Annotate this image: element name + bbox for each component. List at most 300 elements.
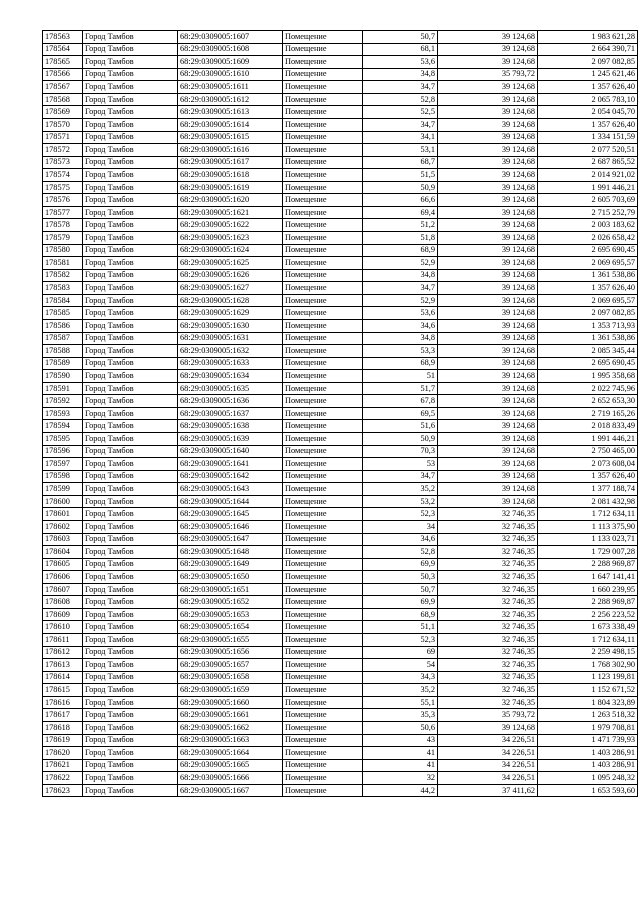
area-cell: 52,8 — [363, 93, 438, 106]
table-row — [43, 433, 638, 446]
unit-price-cell: 32 746,35 — [438, 583, 538, 596]
object-type-cell: Помещение — [283, 194, 363, 207]
total-value-cell: 1 357 626,40 — [538, 118, 638, 131]
table-row — [43, 407, 638, 420]
area-cell: 52,9 — [363, 294, 438, 307]
city-cell: Город Тамбов — [83, 433, 178, 446]
row-number-cell: 178613 — [43, 659, 83, 672]
area-cell: 34,6 — [363, 319, 438, 332]
object-type-cell: Помещение — [283, 470, 363, 483]
unit-price-cell: 39 124,68 — [438, 407, 538, 420]
cadastral-number-cell: 68:29:0309005:1663 — [178, 734, 283, 747]
unit-price-cell: 39 124,68 — [438, 156, 538, 169]
unit-price-cell: 39 124,68 — [438, 458, 538, 471]
row-number-cell: 178622 — [43, 772, 83, 785]
area-cell: 52,9 — [363, 257, 438, 270]
object-type-cell: Помещение — [283, 533, 363, 546]
total-value-cell: 1 123 199,81 — [538, 671, 638, 684]
area-cell: 34,7 — [363, 81, 438, 94]
object-type-cell: Помещение — [283, 232, 363, 245]
table-row — [43, 546, 638, 559]
unit-price-cell: 32 746,35 — [438, 508, 538, 521]
object-type-cell: Помещение — [283, 106, 363, 119]
area-cell: 69,9 — [363, 558, 438, 571]
area-cell: 51,5 — [363, 169, 438, 182]
city-cell: Город Тамбов — [83, 671, 178, 684]
unit-price-cell: 39 124,68 — [438, 269, 538, 282]
total-value-cell: 2 605 703,69 — [538, 194, 638, 207]
table-row — [43, 520, 638, 533]
object-type-cell: Помещение — [283, 458, 363, 471]
cadastral-number-cell: 68:29:0309005:1637 — [178, 407, 283, 420]
object-type-cell: Помещение — [283, 747, 363, 760]
row-number-cell: 178604 — [43, 546, 83, 559]
object-type-cell: Помещение — [283, 407, 363, 420]
row-number-cell: 178615 — [43, 684, 83, 697]
table-row — [43, 43, 638, 56]
unit-price-cell: 32 746,35 — [438, 684, 538, 697]
table-row — [43, 583, 638, 596]
total-value-cell: 2 097 082,85 — [538, 56, 638, 69]
area-cell: 35,3 — [363, 709, 438, 722]
total-value-cell: 2 014 921,02 — [538, 169, 638, 182]
row-number-cell: 178605 — [43, 558, 83, 571]
total-value-cell: 2 719 165,26 — [538, 407, 638, 420]
table-row — [43, 671, 638, 684]
row-number-cell: 178598 — [43, 470, 83, 483]
unit-price-cell: 39 124,68 — [438, 118, 538, 131]
area-cell: 34 — [363, 520, 438, 533]
table-row — [43, 169, 638, 182]
city-cell: Город Тамбов — [83, 583, 178, 596]
city-cell: Город Тамбов — [83, 784, 178, 797]
object-type-cell: Помещение — [283, 621, 363, 634]
row-number-cell: 178576 — [43, 194, 83, 207]
area-cell: 55,1 — [363, 696, 438, 709]
cadastral-number-cell: 68:29:0309005:1633 — [178, 357, 283, 370]
unit-price-cell: 39 124,68 — [438, 244, 538, 257]
table-row — [43, 533, 638, 546]
city-cell: Город Тамбов — [83, 684, 178, 697]
table-row — [43, 307, 638, 320]
cadastral-number-cell: 68:29:0309005:1609 — [178, 56, 283, 69]
row-number-cell: 178575 — [43, 181, 83, 194]
object-type-cell: Помещение — [283, 721, 363, 734]
area-cell: 68,7 — [363, 156, 438, 169]
object-type-cell: Помещение — [283, 31, 363, 44]
city-cell: Город Тамбов — [83, 470, 178, 483]
city-cell: Город Тамбов — [83, 445, 178, 458]
city-cell: Город Тамбов — [83, 734, 178, 747]
area-cell: 51 — [363, 370, 438, 383]
unit-price-cell: 34 226,51 — [438, 734, 538, 747]
total-value-cell: 1 660 239,95 — [538, 583, 638, 596]
row-number-cell: 178603 — [43, 533, 83, 546]
total-value-cell: 2 288 969,87 — [538, 596, 638, 609]
row-number-cell: 178591 — [43, 382, 83, 395]
unit-price-cell: 34 226,51 — [438, 747, 538, 760]
object-type-cell: Помещение — [283, 571, 363, 584]
total-value-cell: 1 245 621,46 — [538, 68, 638, 81]
table-row — [43, 558, 638, 571]
object-type-cell: Помещение — [283, 269, 363, 282]
object-type-cell: Помещение — [283, 709, 363, 722]
city-cell: Город Тамбов — [83, 294, 178, 307]
row-number-cell: 178593 — [43, 407, 83, 420]
object-type-cell: Помещение — [283, 395, 363, 408]
object-type-cell: Помещение — [283, 56, 363, 69]
object-type-cell: Помещение — [283, 772, 363, 785]
table-row — [43, 332, 638, 345]
row-number-cell: 178587 — [43, 332, 83, 345]
object-type-cell: Помещение — [283, 345, 363, 358]
area-cell: 34,1 — [363, 131, 438, 144]
object-type-cell: Помещение — [283, 181, 363, 194]
object-type-cell: Помещение — [283, 696, 363, 709]
unit-price-cell: 39 124,68 — [438, 332, 538, 345]
row-number-cell: 178573 — [43, 156, 83, 169]
cadastral-number-cell: 68:29:0309005:1665 — [178, 759, 283, 772]
row-number-cell: 178617 — [43, 709, 83, 722]
unit-price-cell: 39 124,68 — [438, 357, 538, 370]
row-number-cell: 178581 — [43, 257, 83, 270]
area-cell: 68,1 — [363, 43, 438, 56]
cadastral-number-cell: 68:29:0309005:1624 — [178, 244, 283, 257]
total-value-cell: 1 471 739,93 — [538, 734, 638, 747]
table-row — [43, 696, 638, 709]
total-value-cell: 2 026 658,42 — [538, 232, 638, 245]
row-number-cell: 178574 — [43, 169, 83, 182]
unit-price-cell: 39 124,68 — [438, 721, 538, 734]
row-number-cell: 178616 — [43, 696, 83, 709]
total-value-cell: 1 403 286,91 — [538, 747, 638, 760]
table-row — [43, 181, 638, 194]
area-cell: 34,6 — [363, 533, 438, 546]
unit-price-cell: 39 124,68 — [438, 144, 538, 157]
table-row — [43, 634, 638, 647]
unit-price-cell: 39 124,68 — [438, 93, 538, 106]
unit-price-cell: 39 124,68 — [438, 445, 538, 458]
row-number-cell: 178608 — [43, 596, 83, 609]
cadastral-number-cell: 68:29:0309005:1608 — [178, 43, 283, 56]
row-number-cell: 178583 — [43, 282, 83, 295]
city-cell: Город Тамбов — [83, 282, 178, 295]
total-value-cell: 1 979 708,81 — [538, 721, 638, 734]
table-row — [43, 56, 638, 69]
table-row — [43, 621, 638, 634]
unit-price-cell: 39 124,68 — [438, 257, 538, 270]
row-number-cell: 178571 — [43, 131, 83, 144]
unit-price-cell: 32 746,35 — [438, 571, 538, 584]
object-type-cell: Помещение — [283, 93, 363, 106]
cadastral-number-cell: 68:29:0309005:1642 — [178, 470, 283, 483]
area-cell: 69,5 — [363, 407, 438, 420]
table-row — [43, 684, 638, 697]
cadastral-number-cell: 68:29:0309005:1629 — [178, 307, 283, 320]
table-row — [43, 445, 638, 458]
row-number-cell: 178584 — [43, 294, 83, 307]
object-type-cell: Помещение — [283, 433, 363, 446]
cadastral-number-cell: 68:29:0309005:1662 — [178, 721, 283, 734]
area-cell: 34,8 — [363, 68, 438, 81]
unit-price-cell: 39 124,68 — [438, 307, 538, 320]
cadastral-number-cell: 68:29:0309005:1646 — [178, 520, 283, 533]
table-row — [43, 458, 638, 471]
total-value-cell: 1 334 151,59 — [538, 131, 638, 144]
cadastral-number-cell: 68:29:0309005:1623 — [178, 232, 283, 245]
cadastral-number-cell: 68:29:0309005:1641 — [178, 458, 283, 471]
city-cell: Город Тамбов — [83, 31, 178, 44]
table-row — [43, 269, 638, 282]
cadastral-number-cell: 68:29:0309005:1636 — [178, 395, 283, 408]
area-cell: 68,9 — [363, 244, 438, 257]
row-number-cell: 178578 — [43, 219, 83, 232]
total-value-cell: 1 804 323,89 — [538, 696, 638, 709]
table-row — [43, 31, 638, 44]
city-cell: Город Тамбов — [83, 257, 178, 270]
area-cell: 53,3 — [363, 345, 438, 358]
object-type-cell: Помещение — [283, 420, 363, 433]
row-number-cell: 178597 — [43, 458, 83, 471]
city-cell: Город Тамбов — [83, 345, 178, 358]
object-type-cell: Помещение — [283, 596, 363, 609]
row-number-cell: 178565 — [43, 56, 83, 69]
table-row — [43, 596, 638, 609]
area-cell: 34,7 — [363, 118, 438, 131]
city-cell: Город Тамбов — [83, 621, 178, 634]
cadastral-number-cell: 68:29:0309005:1628 — [178, 294, 283, 307]
area-cell: 69 — [363, 646, 438, 659]
table-row — [43, 370, 638, 383]
cadastral-number-cell: 68:29:0309005:1656 — [178, 646, 283, 659]
total-value-cell: 1 983 621,28 — [538, 31, 638, 44]
table-row — [43, 395, 638, 408]
table-row — [43, 257, 638, 270]
total-value-cell: 2 695 690,45 — [538, 357, 638, 370]
total-value-cell: 2 065 783,10 — [538, 93, 638, 106]
cadastral-number-cell: 68:29:0309005:1634 — [178, 370, 283, 383]
table-row — [43, 357, 638, 370]
table-row — [43, 470, 638, 483]
object-type-cell: Помещение — [283, 483, 363, 496]
cadastral-number-cell: 68:29:0309005:1607 — [178, 31, 283, 44]
total-value-cell: 2 695 690,45 — [538, 244, 638, 257]
table-body — [43, 31, 638, 797]
table-row — [43, 345, 638, 358]
area-cell: 35,2 — [363, 684, 438, 697]
row-number-cell: 178602 — [43, 520, 83, 533]
row-number-cell: 178566 — [43, 68, 83, 81]
city-cell: Город Тамбов — [83, 194, 178, 207]
object-type-cell: Помещение — [283, 634, 363, 647]
total-value-cell: 2 069 695,57 — [538, 294, 638, 307]
object-type-cell: Помещение — [283, 734, 363, 747]
object-type-cell: Помещение — [283, 520, 363, 533]
total-value-cell: 2 054 045,70 — [538, 106, 638, 119]
city-cell: Город Тамбов — [83, 533, 178, 546]
area-cell: 50,7 — [363, 583, 438, 596]
object-type-cell: Помещение — [283, 244, 363, 257]
area-cell: 43 — [363, 734, 438, 747]
city-cell: Город Тамбов — [83, 634, 178, 647]
object-type-cell: Помещение — [283, 546, 363, 559]
total-value-cell: 2 018 833,49 — [538, 420, 638, 433]
city-cell: Город Тамбов — [83, 646, 178, 659]
total-value-cell: 2 687 865,52 — [538, 156, 638, 169]
table-row — [43, 232, 638, 245]
row-number-cell: 178618 — [43, 721, 83, 734]
area-cell: 35,2 — [363, 483, 438, 496]
area-cell: 53,2 — [363, 495, 438, 508]
object-type-cell: Помещение — [283, 671, 363, 684]
cadastral-number-cell: 68:29:0309005:1654 — [178, 621, 283, 634]
city-cell: Город Тамбов — [83, 546, 178, 559]
row-number-cell: 178611 — [43, 634, 83, 647]
row-number-cell: 178599 — [43, 483, 83, 496]
row-number-cell: 178568 — [43, 93, 83, 106]
table-row — [43, 747, 638, 760]
unit-price-cell: 32 746,35 — [438, 533, 538, 546]
row-number-cell: 178564 — [43, 43, 83, 56]
object-type-cell: Помещение — [283, 206, 363, 219]
area-cell: 51,1 — [363, 621, 438, 634]
object-type-cell: Помещение — [283, 370, 363, 383]
city-cell: Город Тамбов — [83, 558, 178, 571]
cadastral-number-cell: 68:29:0309005:1657 — [178, 659, 283, 672]
object-type-cell: Помещение — [283, 357, 363, 370]
cadastral-number-cell: 68:29:0309005:1635 — [178, 382, 283, 395]
table-row — [43, 194, 638, 207]
unit-price-cell: 39 124,68 — [438, 81, 538, 94]
total-value-cell: 1 991 446,21 — [538, 433, 638, 446]
unit-price-cell: 39 124,68 — [438, 43, 538, 56]
object-type-cell: Помещение — [283, 169, 363, 182]
cadastral-number-cell: 68:29:0309005:1631 — [178, 332, 283, 345]
unit-price-cell: 32 746,35 — [438, 634, 538, 647]
total-value-cell: 2 081 432,98 — [538, 495, 638, 508]
cadastral-number-cell: 68:29:0309005:1651 — [178, 583, 283, 596]
cadastral-number-cell: 68:29:0309005:1620 — [178, 194, 283, 207]
property-table — [42, 30, 638, 797]
row-number-cell: 178606 — [43, 571, 83, 584]
object-type-cell: Помещение — [283, 684, 363, 697]
table-row — [43, 759, 638, 772]
city-cell: Город Тамбов — [83, 269, 178, 282]
cadastral-number-cell: 68:29:0309005:1643 — [178, 483, 283, 496]
unit-price-cell: 39 124,68 — [438, 483, 538, 496]
row-number-cell: 178586 — [43, 319, 83, 332]
object-type-cell: Помещение — [283, 759, 363, 772]
table-row — [43, 219, 638, 232]
object-type-cell: Помещение — [283, 131, 363, 144]
city-cell: Город Тамбов — [83, 93, 178, 106]
area-cell: 52,8 — [363, 546, 438, 559]
row-number-cell: 178621 — [43, 759, 83, 772]
cadastral-number-cell: 68:29:0309005:1639 — [178, 433, 283, 446]
object-type-cell: Помещение — [283, 257, 363, 270]
unit-price-cell: 39 124,68 — [438, 31, 538, 44]
city-cell: Город Тамбов — [83, 370, 178, 383]
city-cell: Город Тамбов — [83, 43, 178, 56]
cadastral-number-cell: 68:29:0309005:1652 — [178, 596, 283, 609]
total-value-cell: 1 647 141,41 — [538, 571, 638, 584]
object-type-cell: Помещение — [283, 583, 363, 596]
area-cell: 41 — [363, 759, 438, 772]
table-row — [43, 772, 638, 785]
row-number-cell: 178563 — [43, 31, 83, 44]
unit-price-cell: 39 124,68 — [438, 420, 538, 433]
total-value-cell: 1 095 248,32 — [538, 772, 638, 785]
unit-price-cell: 39 124,68 — [438, 294, 538, 307]
unit-price-cell: 39 124,68 — [438, 319, 538, 332]
object-type-cell: Помещение — [283, 219, 363, 232]
total-value-cell: 2 085 345,44 — [538, 345, 638, 358]
cadastral-number-cell: 68:29:0309005:1632 — [178, 345, 283, 358]
total-value-cell: 1 991 446,21 — [538, 181, 638, 194]
row-number-cell: 178569 — [43, 106, 83, 119]
area-cell: 66,6 — [363, 194, 438, 207]
city-cell: Город Тамбов — [83, 357, 178, 370]
table-row — [43, 118, 638, 131]
row-number-cell: 178595 — [43, 433, 83, 446]
row-number-cell: 178620 — [43, 747, 83, 760]
area-cell: 52,3 — [363, 508, 438, 521]
unit-price-cell: 39 124,68 — [438, 395, 538, 408]
area-cell: 53,1 — [363, 144, 438, 157]
total-value-cell: 1 361 538,86 — [538, 269, 638, 282]
total-value-cell: 1 357 626,40 — [538, 470, 638, 483]
city-cell: Город Тамбов — [83, 520, 178, 533]
object-type-cell: Помещение — [283, 332, 363, 345]
table-row — [43, 156, 638, 169]
city-cell: Город Тамбов — [83, 483, 178, 496]
unit-price-cell: 34 226,51 — [438, 772, 538, 785]
total-value-cell: 1 357 626,40 — [538, 282, 638, 295]
row-number-cell: 178589 — [43, 357, 83, 370]
table-row — [43, 483, 638, 496]
city-cell: Город Тамбов — [83, 332, 178, 345]
city-cell: Город Тамбов — [83, 382, 178, 395]
unit-price-cell: 32 746,35 — [438, 696, 538, 709]
area-cell: 32 — [363, 772, 438, 785]
row-number-cell: 178609 — [43, 608, 83, 621]
total-value-cell: 2 003 183,62 — [538, 219, 638, 232]
area-cell: 51,6 — [363, 420, 438, 433]
unit-price-cell: 39 124,68 — [438, 194, 538, 207]
unit-price-cell: 35 793,72 — [438, 68, 538, 81]
cadastral-number-cell: 68:29:0309005:1614 — [178, 118, 283, 131]
area-cell: 52,5 — [363, 106, 438, 119]
total-value-cell: 2 750 465,00 — [538, 445, 638, 458]
unit-price-cell: 39 124,68 — [438, 232, 538, 245]
total-value-cell: 1 152 671,52 — [538, 684, 638, 697]
total-value-cell: 2 715 252,79 — [538, 206, 638, 219]
table-row — [43, 495, 638, 508]
cadastral-number-cell: 68:29:0309005:1655 — [178, 634, 283, 647]
row-number-cell: 178579 — [43, 232, 83, 245]
city-cell: Город Тамбов — [83, 232, 178, 245]
city-cell: Город Тамбов — [83, 181, 178, 194]
city-cell: Город Тамбов — [83, 156, 178, 169]
city-cell: Город Тамбов — [83, 608, 178, 621]
city-cell: Город Тамбов — [83, 759, 178, 772]
object-type-cell: Помещение — [283, 81, 363, 94]
total-value-cell: 2 097 082,85 — [538, 307, 638, 320]
table-row — [43, 734, 638, 747]
row-number-cell: 178594 — [43, 420, 83, 433]
document-page — [42, 30, 635, 797]
object-type-cell: Помещение — [283, 118, 363, 131]
